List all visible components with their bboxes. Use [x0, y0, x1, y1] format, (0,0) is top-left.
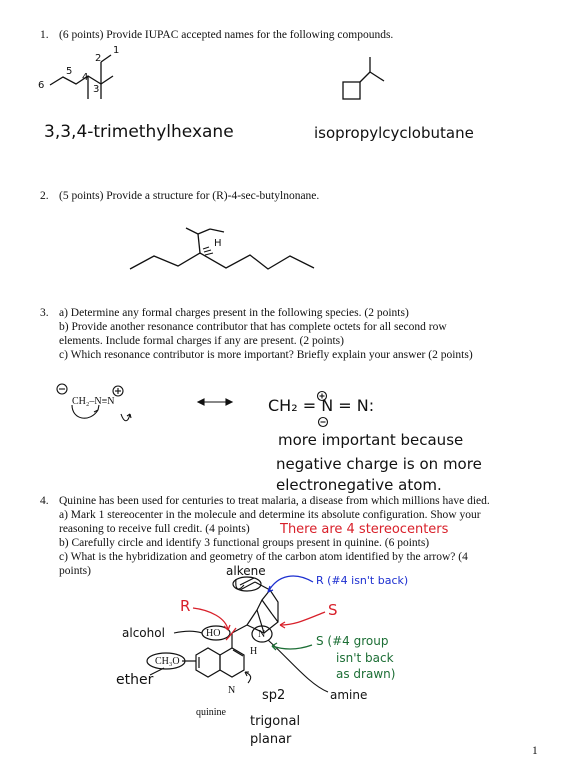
num-4: 4: [82, 72, 89, 83]
q1-answer-b: isopropylcyclobutane: [314, 124, 474, 142]
q3-number: 3.: [40, 307, 49, 319]
atom-n-quinoline: N: [228, 685, 236, 696]
label-trigonal: trigonal: [250, 714, 301, 729]
label-s-red: S: [328, 601, 338, 619]
q1-structure-b: [343, 57, 384, 99]
atom-ch3o: CH₃O: [155, 656, 180, 667]
label-r-left: R: [180, 597, 191, 615]
q4-line-a2: reasoning to receive full credit. (4 points): [59, 523, 250, 535]
q1-answer-a: 3,3,4-trimethylhexane: [44, 122, 234, 142]
label-sp2: sp2: [262, 688, 286, 703]
num-5: 5: [66, 66, 73, 77]
label-alkene: alkene: [226, 564, 266, 578]
label-r-top: R (#4 isn't back): [316, 574, 409, 587]
q4-line-b: b) Carefully circle and identify 3 functional groups present in quinine. (6 points): [59, 537, 430, 549]
num-2: 2: [95, 53, 102, 64]
q3-line-b2: elements. Include formal charges if any are present. (2 points): [59, 335, 344, 347]
q2-structure: [130, 228, 314, 269]
label-amine: amine: [330, 688, 368, 702]
label-s-green: S (#4 group: [316, 634, 389, 648]
q3-answer-line-1: more important because: [278, 431, 464, 449]
q3-answer-line-3: electronegative atom.: [276, 476, 442, 494]
q3-line-c: c) Which resonance contributor is more important? Briefly explain your answer (2 points): [59, 349, 473, 361]
stereocenter-note: There are 4 stereocenters: [280, 522, 449, 537]
label-ether: ether: [116, 672, 154, 688]
q4-line-a1: a) Mark 1 stereocenter in the molecule and determine its absolute configuration. Show your: [59, 509, 481, 521]
resonance-arrow: [198, 399, 232, 405]
atom-ho: HO: [206, 628, 221, 639]
num-6: 6: [38, 80, 45, 91]
label-s-green-line3: as drawn): [336, 667, 396, 681]
quinine-caption: quinine: [196, 707, 226, 718]
q3-line-a: a) Determine any formal charges present in the following species. (2 points): [59, 307, 409, 319]
q1-number: 1.: [40, 29, 49, 41]
q3-left-structure: CH₂–N≡N: [72, 396, 115, 407]
q3-line-b1: b) Provide another resonance contributor that has complete octets for all second row: [59, 321, 447, 333]
q4-line-c2: points): [59, 565, 91, 577]
label-planar: planar: [250, 732, 292, 747]
atom-h: H: [250, 646, 258, 657]
q4-number: 4.: [40, 495, 49, 507]
q4-line-1: Quinine has been used for centuries to treat malaria, a disease from which millions have died.: [59, 495, 490, 507]
q4-line-c1: c) What is the hybridization and geometry of the carbon atom identified by the arrow? (4: [59, 551, 468, 563]
q3-answer-line-2: negative charge is on more: [276, 455, 482, 473]
label-pointers: [150, 579, 328, 692]
label-s-green-line2: isn't back: [336, 651, 394, 665]
blue-arrow: [268, 576, 313, 592]
q2-h-label: H: [214, 238, 222, 249]
q2-prompt: (5 points) Provide a structure for (R)-4-sec-butylnonane.: [59, 190, 320, 202]
num-1: 1: [113, 45, 120, 56]
label-alcohol: alcohol: [122, 626, 165, 640]
atom-n-quinuclidine: N: [258, 629, 266, 640]
page-number: 1: [532, 745, 538, 757]
q2-number: 2.: [40, 190, 49, 202]
q1-prompt: (6 points) Provide IUPAC accepted names for the following compounds.: [59, 29, 394, 41]
num-3: 3: [93, 84, 100, 95]
q3-right-structure: CH₂ = N = N:: [268, 396, 375, 415]
